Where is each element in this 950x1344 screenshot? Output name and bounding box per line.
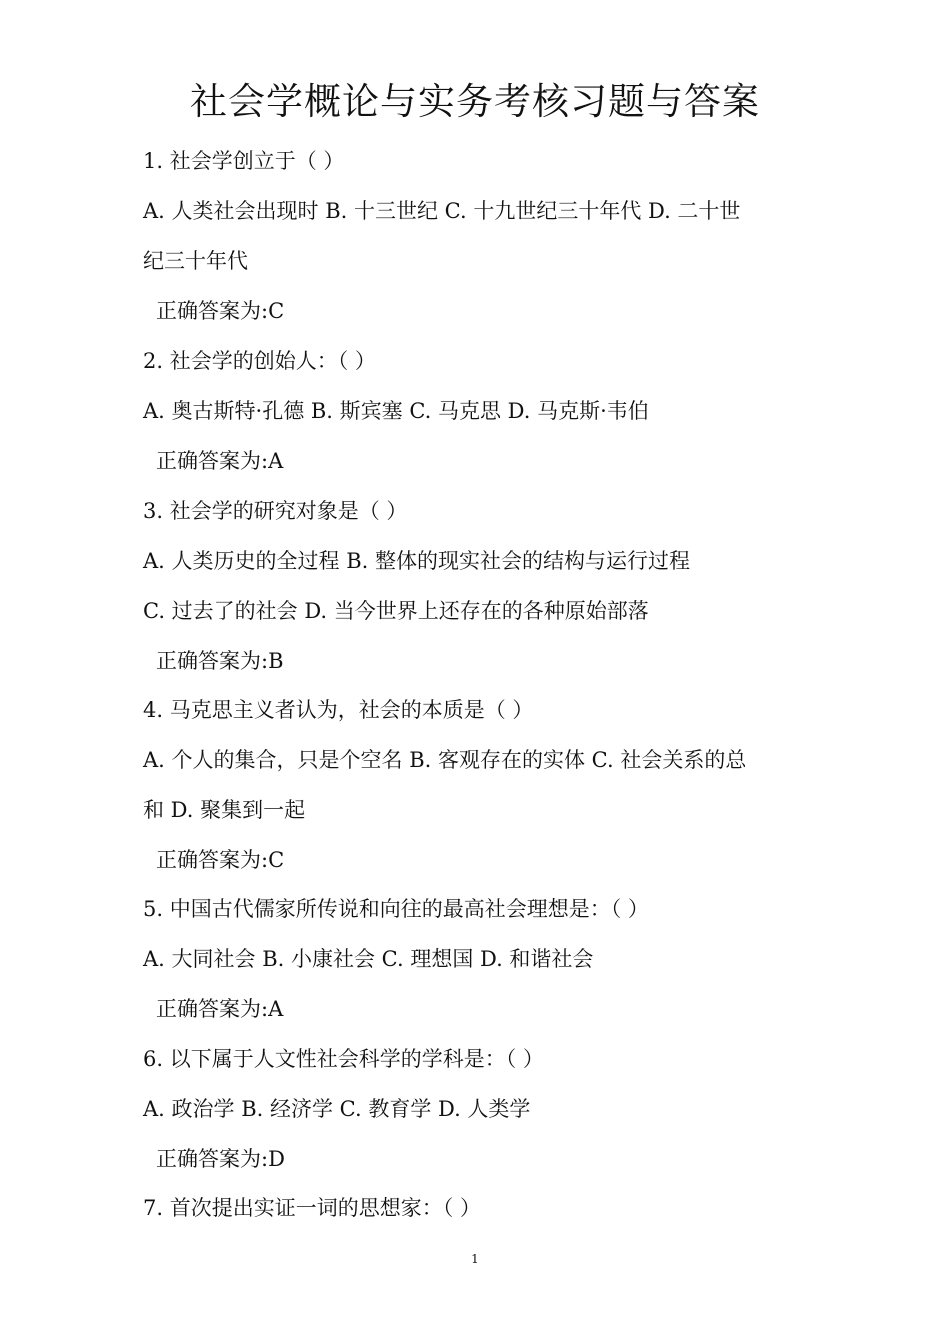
question-2-answer: 正确答案为:A xyxy=(156,449,284,473)
question-4-options: A. 个人的集合，只是个空名 B. 客观存在的实体 C. 社会关系的总 xyxy=(143,748,747,772)
question-2-options: A. 奥古斯特·孔德 B. 斯宾塞 C. 马克思 D. 马克斯·韦伯 xyxy=(143,399,649,423)
question-7: 7. 首次提出实证一词的思想家：（ ） xyxy=(143,1196,481,1220)
question-4: 4. 马克思主义者认为，社会的本质是（ ） xyxy=(143,698,534,722)
question-6-answer: 正确答案为:D xyxy=(156,1147,285,1171)
question-4-answer: 正确答案为:C xyxy=(156,848,285,872)
question-5-answer: 正确答案为:A xyxy=(156,997,284,1021)
question-6: 6. 以下属于人文性社会科学的学科是：（ ） xyxy=(143,1047,544,1071)
question-5: 5. 中国古代儒家所传说和向往的最高社会理想是：（ ） xyxy=(143,897,649,921)
question-4-options-cont: 和 D. 聚集到一起 xyxy=(143,798,306,822)
document-title: 社会学概论与实务考核习题与答案 xyxy=(190,80,760,123)
page-number: 1 xyxy=(471,1252,479,1266)
question-3-options-cont: C. 过去了的社会 D. 当今世界上还存在的各种原始部落 xyxy=(143,599,649,623)
question-3-answer: 正确答案为:B xyxy=(156,649,284,673)
question-1-answer: 正确答案为:C xyxy=(156,299,285,323)
question-3-options: A. 人类历史的全过程 B. 整体的现实社会的结构与运行过程 xyxy=(143,549,690,573)
question-6-options: A. 政治学 B. 经济学 C. 教育学 D. 人类学 xyxy=(143,1097,531,1121)
question-3: 3. 社会学的研究对象是（ ） xyxy=(143,499,408,523)
question-2: 2. 社会学的创始人：（ ） xyxy=(143,349,376,373)
question-1: 1. 社会学创立于（ ） xyxy=(143,149,345,173)
question-1-options-cont: 纪三十年代 xyxy=(143,249,248,273)
question-5-options: A. 大同社会 B. 小康社会 C. 理想国 D. 和谐社会 xyxy=(143,947,594,971)
question-1-options: A. 人类社会出现时 B. 十三世纪 C. 十九世纪三十年代 D. 二十世 xyxy=(143,199,741,223)
